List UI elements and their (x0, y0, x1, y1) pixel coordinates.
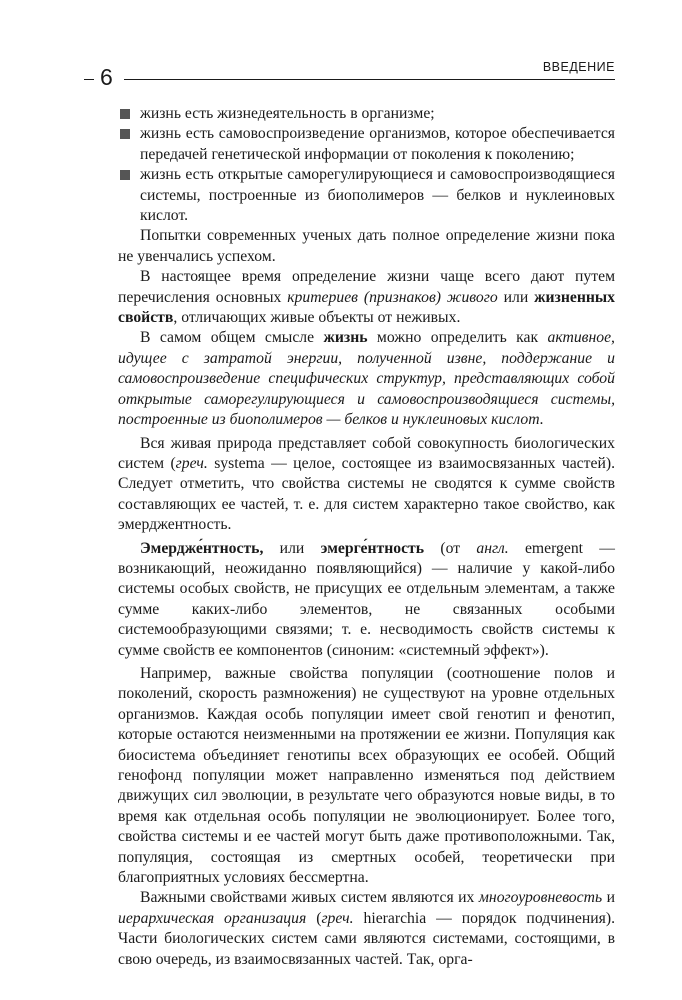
page-body (118, 104, 615, 970)
paragraph-emergence: Эмердже́нтность, или эмерге́нтность (от англ. emergent — возникающий, неожиданно появляющийся) — наличие у какой-либо системы особых свойств, не присущих ее отдельным элементам, а также сумме каких-либо элементов, не связанных особыми системообразующими связями; т. е. несводимость свойств системы к сумме свойств ее компонентов (синоним: «системный эффект»). (118, 539, 615, 659)
square-bullet-icon (120, 129, 130, 139)
square-bullet-icon (120, 109, 130, 119)
bullet-text: жизнь есть жизнедеятельность в организме; (140, 105, 435, 122)
bullet-list (118, 104, 615, 226)
header-rule-left (84, 79, 94, 80)
page-number: 6 (100, 64, 113, 90)
list-item (118, 104, 615, 124)
header-rule-right (124, 79, 615, 80)
paragraph-biological-systems: Вся живая природа представляет собой совокупность биологических систем (греч. systema — целое, состоящее из взаимосвязанных частей). Следует отметить, что свойства системы не сводятся к сумме свойств составляющих ее частей, т. е. для систем характерно такое свойство, как эмерджентность. (118, 434, 615, 534)
bullet-text: жизнь есть самовоспроизведение организмов, которое обеспечивается передачей генетической информации от поколения к поколению; (140, 125, 615, 163)
running-header (84, 62, 615, 92)
paragraph-hierarchy: Важными свойствами живых систем являются их многоуровневость и иерархическая организация (греч. hierarchia — порядок подчинения). Части биологических систем сами являются системами, состоящими, в свою очередь, из взаимосвязанных частей. Так, орга- (118, 889, 615, 968)
bullet-text: жизнь есть открытые саморегулирующиеся и самовоспроизводящиеся системы, построенные из биополимеров — белков и нуклеиновых кислот. (140, 166, 615, 225)
list-item (118, 165, 615, 226)
paragraph-life-definition: В самом общем смысле жизнь можно определить как активное, идущее с затратой энергии, полученной извне, поддержание и самовоспроизведение специфических структур, представляющих собой открытые саморегулирующиеся и самовоспроизводящиеся системы, построенные из биополимеров — белков и нуклеиновых кислот. (118, 329, 615, 429)
paragraph-criteria: В настоящее время определение жизни чаще всего дают путем перечисления основных критериев (признаков) живого или жизненных свойств, отличающих живые объекты от неживых. (118, 268, 615, 327)
paragraph-population-example: Например, важные свойства популяции (соотношение полов и поколений, скорость размножения) не существуют на уровне отдельных организмов. Каждая особь популяции имеет свой генотип и фенотип, которые остаются неизменными на протяжении ее жизни. Популяция как биосистема объединяет генотипы всех образующих ее особей. Общий генофонд популяции может направленно изменяться под действием движущих сил эволюции, в результате чего образуются новые виды, в то время как отдельная особь популяции не эволюционирует. Более того, свойства системы и ее частей могут быть даже противоположными. Так, популяция, состоящая из смертных особей, теоретически при благоприятных условиях бессмертна. (118, 664, 615, 887)
section-title: ВВЕДЕНИЕ (542, 60, 615, 74)
list-item (118, 124, 615, 165)
square-bullet-icon (120, 170, 130, 180)
paragraph-life-definition-attempts: Попытки современных ученых дать полное определение жизни пока не увенчались успехом. (118, 227, 615, 265)
